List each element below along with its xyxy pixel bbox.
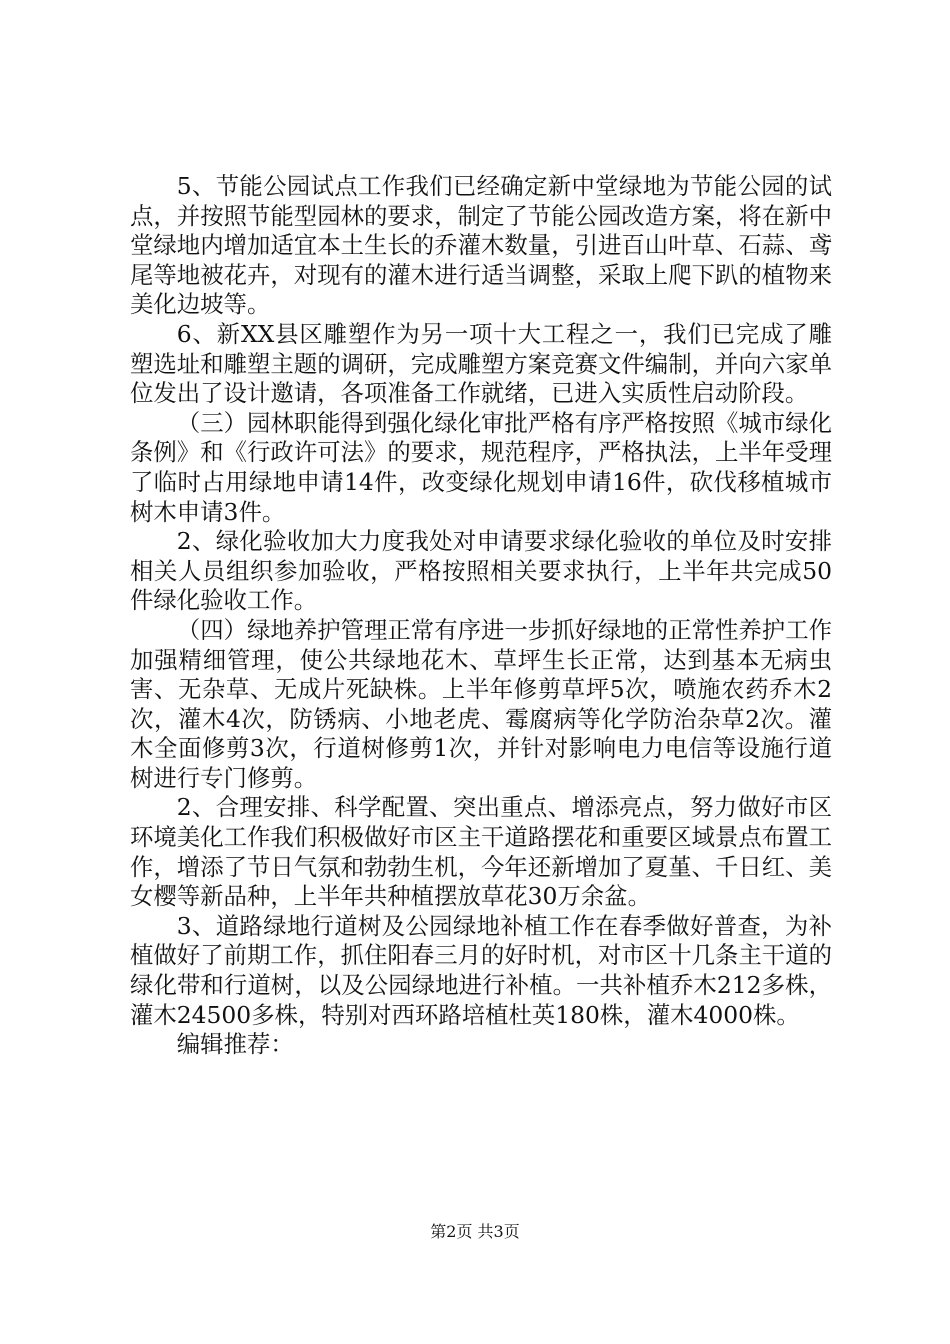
paragraph-beautification: 2、合理安排、科学配置、突出重点、增添亮点，努力做好市区环境美化工作我们积极做好市区主干道路摆花和重要区域景点布置工作，增添了节日气氛和勃勃生机，今年还新增加了夏堇、千日红、美女樱等新品种，上半年共种植摆放草花30万余盆。 [130, 793, 832, 911]
paragraph-editor-recommend: 编辑推荐： [176, 1030, 294, 1059]
document-body [130, 172, 832, 1060]
paragraph-maintenance: （四）绿地养护管理正常有序进一步抓好绿地的正常性养护工作加强精细管理，使公共绿地花木、草坪生长正常，达到基本无病虫害、无杂草、无成片死缺株。上半年修剪草坪5次，喷施农药乔木2次，灌木4次，防锈病、小地老虎、霉腐病等化学防治杂草2次。灌木全面修剪3次，行道树修剪1次，并针对影响电力电信等设施行道树进行专门修剪。 [130, 615, 832, 792]
paragraph-energy-park: 5、节能公园试点工作我们已经确定新中堂绿地为节能公园的试点，并按照节能型园林的要求，制定了节能公园改造方案，将在新中堂绿地内增加适宜本土生长的乔灌木数量，引进百山叶草、石蒜、鸢尾等地被花卉，对现有的灌木进行适当调整，采取上爬下趴的植物来美化边坡等。 [130, 172, 832, 319]
paragraph-greening-acceptance: 2、绿化验收加大力度我处对申请要求绿化验收的单位及时安排相关人员组织参加验收，严格按照相关要求执行，上半年共完成50件绿化验收工作。 [130, 527, 832, 615]
paragraph-replanting: 3、道路绿地行道树及公园绿地补植工作在春季做好普查，为补植做好了前期工作，抓住阳春三月的好时机，对市区十几条主干道的绿化带和行道树，以及公园绿地进行补植。一共补植乔木212多株，灌木24500多株，特别对西环路培植杜英180株，灌木4000株。 [130, 911, 832, 1029]
paragraph-greening-approval: （三）园林职能得到强化绿化审批严格有序严格按照《城市绿化条例》和《行政许可法》的要求，规范程序，严格执法，上半年受理了临时占用绿地申请14件，改变绿化规划申请16件，砍伐移植城市树木申请3件。 [130, 408, 832, 526]
page-number: 第2页 共3页 [430, 1222, 520, 1241]
paragraph-sculpture: 6、新XX县区雕塑作为另一项十大工程之一，我们已完成了雕塑选址和雕塑主题的调研，完成雕塑方案竞赛文件编制，并向六家单位发出了设计邀请，各项准备工作就绪，已进入实质性启动阶段。 [130, 319, 832, 408]
